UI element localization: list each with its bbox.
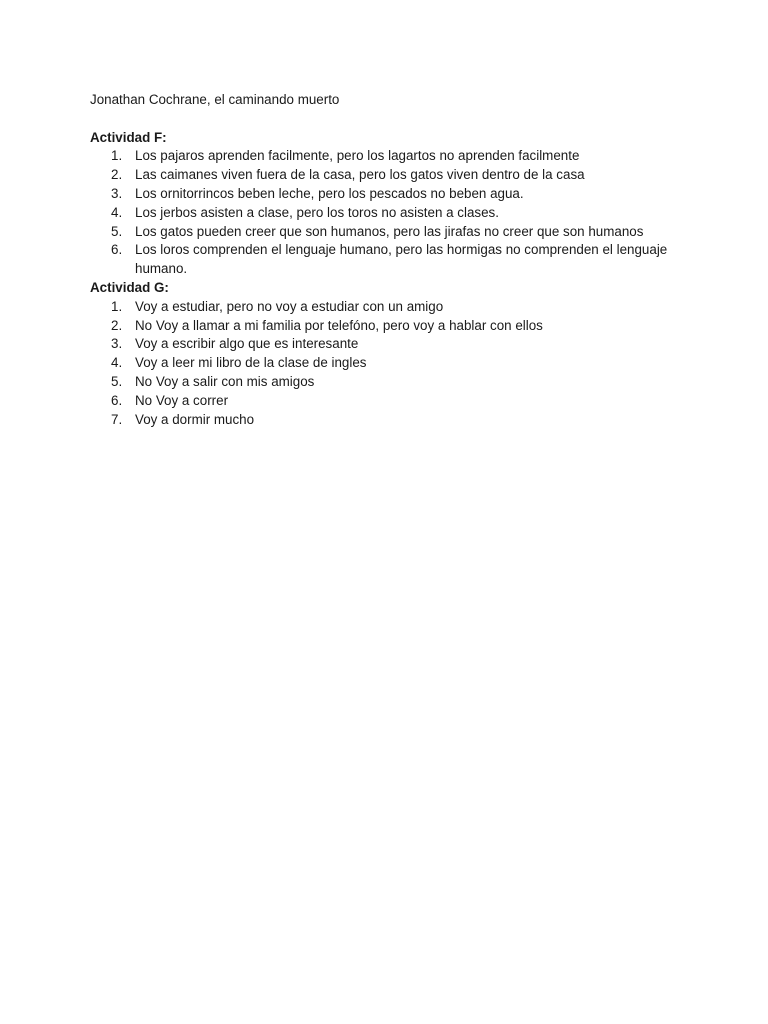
list-item-text: Voy a dormir mucho [135, 411, 255, 427]
list-item-number: 1. [111, 298, 123, 314]
list-item [90, 241, 675, 279]
list-item [90, 354, 675, 373]
list-item [90, 373, 675, 392]
list-item-number: 1. [111, 148, 123, 164]
list-item [90, 392, 675, 411]
list-item-text: Los loros comprenden el lenguaje humano, pero las hormigas no comprenden el lenguaje humano. [135, 242, 668, 277]
list-item-number: 3. [111, 185, 123, 201]
section-heading-actividad-f: Actividad F: [90, 129, 167, 145]
list-item-text: Voy a estudiar, pero no voy a estudiar con un amigo [135, 298, 444, 314]
list-item-text: Los gatos pueden creer que son humanos, pero las jirafas no creer que son humanos [135, 223, 644, 239]
list-item-text: Los jerbos asisten a clase, pero los toros no asisten a clases. [135, 204, 499, 220]
list-item [90, 411, 675, 430]
list-item [90, 335, 675, 354]
list-item [90, 317, 675, 336]
list-item-text: No Voy a llamar a mi familia por telefóno, pero voy a hablar con ellos [135, 317, 543, 333]
list-item [90, 147, 675, 166]
list-item-number: 5. [111, 223, 123, 239]
list-item-text: Voy a escribir algo que es interesante [135, 336, 359, 352]
actividad-f-list [90, 147, 690, 279]
list-item-text: Voy a leer mi libro de la clase de ingles [135, 355, 367, 371]
document-title: Jonathan Cochrane, el caminando muerto [90, 92, 340, 107]
list-item-text: No Voy a correr [135, 392, 229, 408]
list-item-number: 2. [111, 167, 123, 183]
list-item-number: 5. [111, 373, 123, 389]
list-item [90, 204, 675, 223]
list-item-number: 6. [111, 242, 123, 258]
list-item-number: 6. [111, 392, 123, 408]
document-body [90, 91, 690, 429]
list-item-number: 3. [111, 336, 123, 352]
list-item-number: 4. [111, 355, 123, 371]
list-item [90, 223, 675, 242]
list-item-text: No Voy a salir con mis amigos [135, 373, 315, 389]
list-item-number: 2. [111, 317, 123, 333]
list-item-number: 4. [111, 204, 123, 220]
list-item [90, 185, 675, 204]
list-item [90, 298, 675, 317]
list-item [90, 166, 675, 185]
list-item-text: Los ornitorrincos beben leche, pero los pescados no beben agua. [135, 185, 524, 201]
actividad-g-list [90, 298, 690, 430]
section-heading-actividad-g: Actividad G: [90, 279, 169, 295]
blank-line [90, 110, 690, 129]
list-item-number: 7. [111, 411, 123, 427]
list-item-text: Las caimanes viven fuera de la casa, pero los gatos viven dentro de la casa [135, 167, 585, 183]
list-item-text: Los pajaros aprenden facilmente, pero los lagartos no aprenden facilmente [135, 148, 580, 164]
